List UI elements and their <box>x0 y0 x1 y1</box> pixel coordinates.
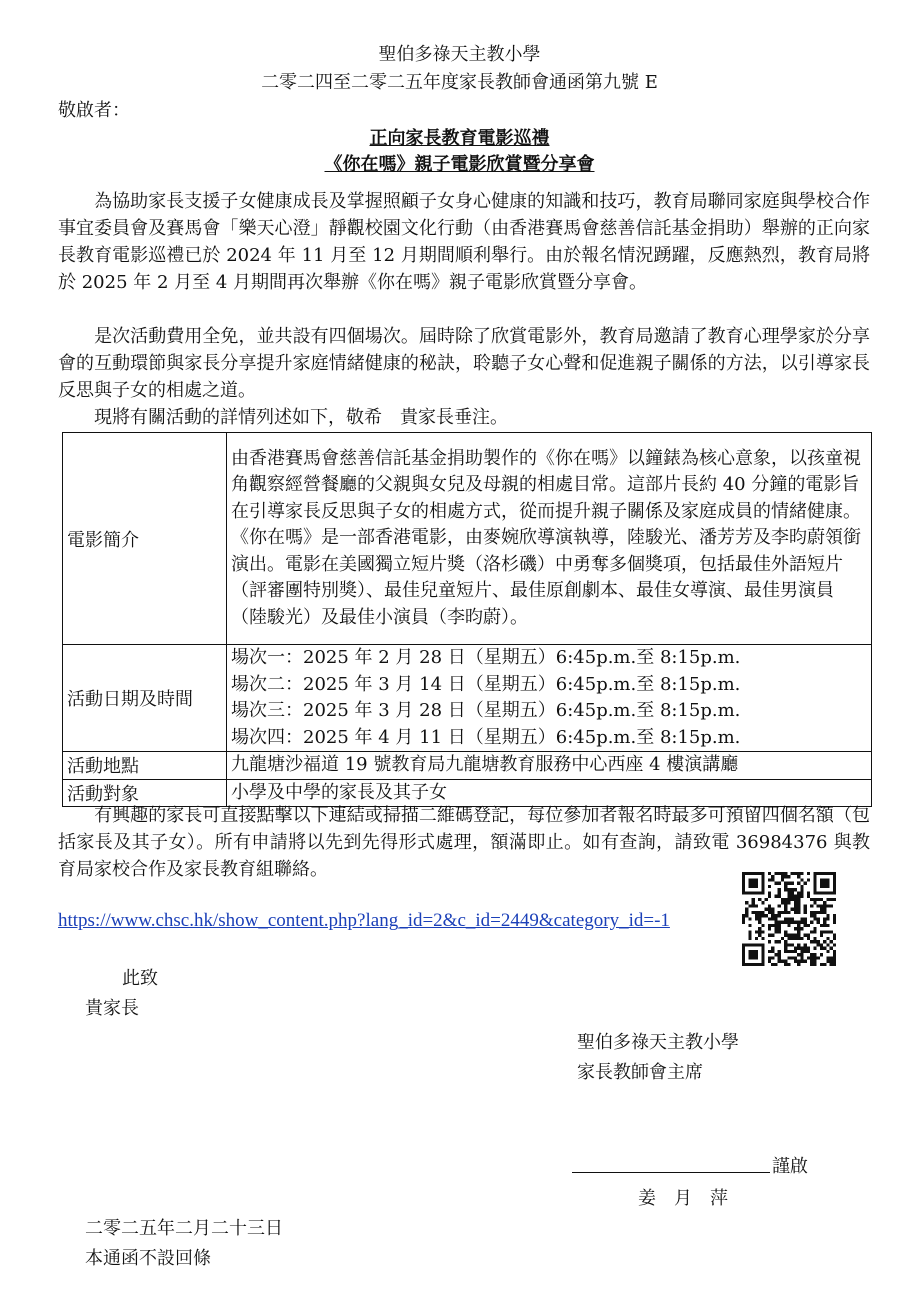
notice-paragraph: 現將有關活動的詳情列述如下，敬希 貴家長垂注。 <box>58 407 508 428</box>
venue-label: 活動地點 <box>63 752 227 780</box>
salutation: 敬啟者： <box>58 100 130 121</box>
venue-row <box>63 752 872 780</box>
intro-paragraph: 為協助家長支援子女健康成長及掌握照顧子女身心健康的知識和技巧，教育局聯同家庭與學校合作事宜委員會及賽馬會「樂天心澄」靜觀校園文化行動（由香港賽馬會慈善信託基金捐助）舉辦的正向家長教育電影巡禮已於 2024 年 11 月至 12 月期間順利舉行。由於報名情況踴躍，反應熱烈，教育局將於 2025 年 2 月至 4 月期間再次舉辦《你在嗎》親子電影欣賞暨分享會。 <box>58 191 870 293</box>
sessions-cell <box>227 645 872 752</box>
signature-jin-qi: 謹啟 <box>772 1156 808 1177</box>
session-4: 場次四：2025 年 4 月 11 日（星期五）6:45p.m.至 8:15p.m. <box>231 726 741 748</box>
synopsis-label: 電影簡介 <box>63 433 227 645</box>
session-3: 場次三：2025 年 3 月 28 日（星期五）6:45p.m.至 8:15p.m. <box>231 700 741 721</box>
closing-ci-zhi: 此致 <box>122 968 158 989</box>
session-1: 場次一：2025 年 2 月 28 日（星期五）6:45p.m.至 8:15p.m. <box>231 647 741 668</box>
datetime-row <box>63 645 872 752</box>
synopsis-cell <box>227 433 872 645</box>
datetime-label: 活動日期及時間 <box>63 645 227 752</box>
synopsis-row <box>63 433 872 645</box>
synopsis-text-2: 《你在嗎》是一部香港電影，由麥婉欣導演執導，陸駿光、潘芳芳及李昀蔚領銜演出。電影在美國獨立短片獎（洛杉磯）中勇奪多個獎項，包括最佳外語短片（評審團特別獎）、最佳兒童短片、最佳原創劇本、最佳女導演、最佳男演員（陸駿光）及最佳小演員（李昀蔚）。 <box>231 527 861 628</box>
registration-link[interactable]: https://www.chsc.hk/show_content.php?lang_id=2&c_id=2449&category_id=-1 <box>58 910 670 931</box>
synopsis-text-1: 由香港賽馬會慈善信託基金捐助製作的《你在嗎》以鐘錶為核心意象，以孩童視角觀察經營餐廳的父親與女兒及母親的相處目常。這部片長約 40 分鐘的電影旨在引導家長反思與子女的相處方式，從而提升親子關係及家庭成員的情緒健康。 <box>231 447 861 522</box>
session-2: 場次二：2025 年 3 月 14 日（星期五）6:45p.m.至 8:15p.m. <box>231 673 741 695</box>
link-wrapper <box>58 910 670 932</box>
closing-recipient: 貴家長 <box>85 998 139 1019</box>
registration-paragraph: 有興趣的家長可直接點擊以下連結或掃描二維碼登記，每位參加者報名時最多可預留四個名額（包括家長及其子女）。所有申請將以先到先得形式處理，額滿即止。如有查詢，請致電 36984376 與教育局家校合作及家長教育組聯絡。 <box>58 805 870 880</box>
issue-date: 二零二五年二月二十三日 <box>85 1218 283 1239</box>
signature-name: 姜 月 萍 <box>638 1188 728 1209</box>
signature-school: 聖伯多祿天主教小學 <box>577 1032 739 1053</box>
target-value: 小學及中學的家長及其子女 <box>227 779 872 807</box>
target-label: 活動對象 <box>63 779 227 807</box>
title-line2: 《你在嗎》親子電影欣賞暨分享會 <box>324 154 595 175</box>
signature-line <box>572 1172 770 1173</box>
event-details-table <box>62 432 872 807</box>
circular-number: 二零二四至二零二五年度家長教師會通函第九號 E <box>261 72 658 93</box>
details-paragraph: 是次活動費用全免，並共設有四個場次。屆時除了欣賞電影外，教育局邀請了教育心理學家於分享會的互動環節與家長分享提升家庭情緒健康的秘訣，聆聽子女心聲和促進親子關係的方法，以引導家長反思與子女的相處之道。 <box>58 326 870 401</box>
signature-role: 家長教師會主席 <box>577 1062 703 1083</box>
qr-code-icon[interactable] <box>742 872 836 966</box>
school-name: 聖伯多祿天主教小學 <box>378 44 541 65</box>
title-line1: 正向家長教育電影巡禮 <box>369 128 550 149</box>
no-reply-note: 本通函不設回條 <box>85 1248 211 1269</box>
venue-value: 九龍塘沙福道 19 號教育局九龍塘教育服務中心西座 4 樓演講廳 <box>227 752 872 780</box>
